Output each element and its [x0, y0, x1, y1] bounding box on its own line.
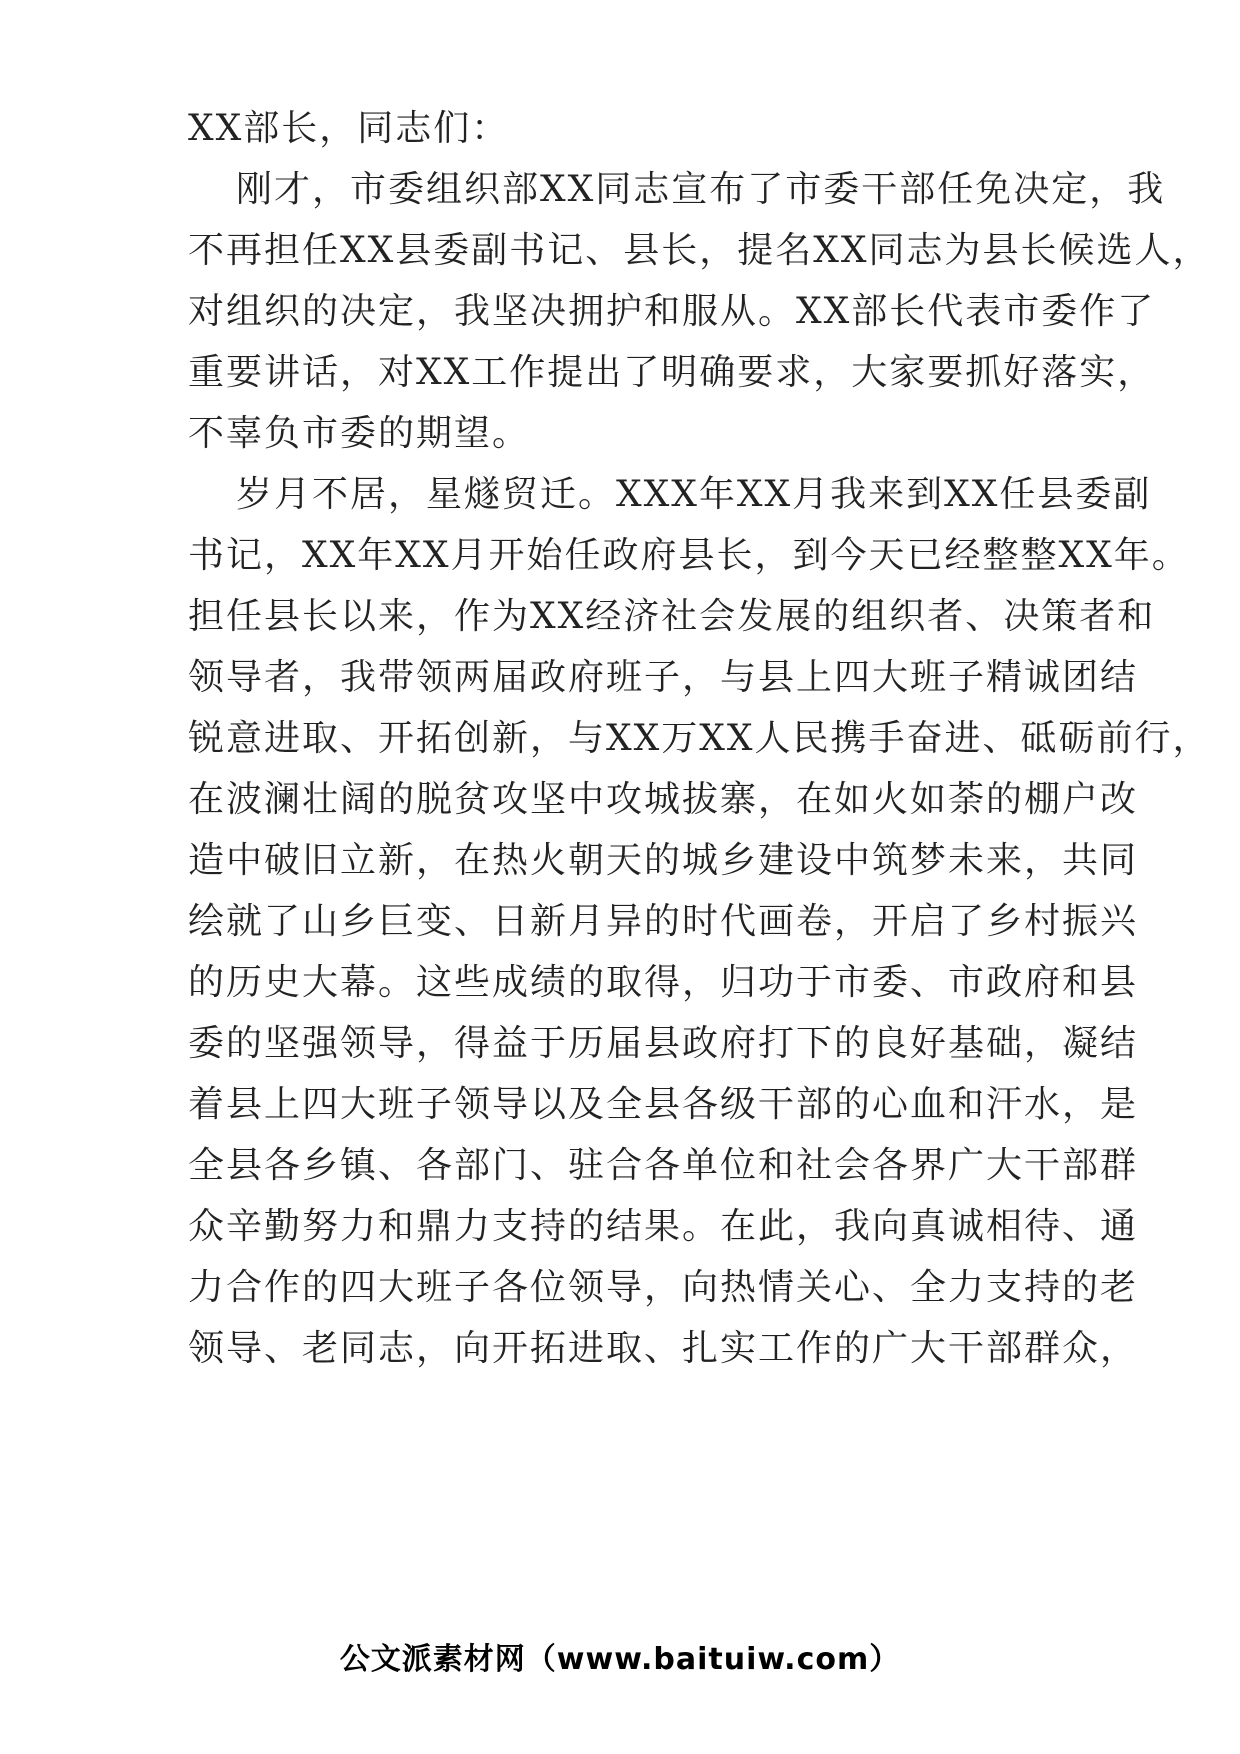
paragraph-2-line-5: 锐意进取、开拓创新，与XX万XX人民携手奋进、砥砺前行， [188, 718, 1211, 759]
paragraph-2-line-13: 众辛勤努力和鼎力支持的结果。在此，我向真诚相待、通 [188, 1206, 1139, 1247]
paragraph-1-line-1: 刚才，市委组织部XX同志宣布了市委干部任免决定，我 [236, 169, 1166, 210]
speech-body [188, 98, 1211, 1379]
paragraph-2-line-3: 担任县长以来，作为XX经济社会发展的组织者、决策者和 [188, 596, 1156, 637]
paragraph-2-line-7: 造中破旧立新，在热火朝天的城乡建设中筑梦未来，共同 [188, 840, 1139, 881]
paragraph-2-line-1: 岁月不居，星燧贸迁。XXX年XX月我来到XX任县委副 [236, 474, 1152, 515]
paragraph-2-line-2: 书记，XX年XX月开始任政府县长，到今天已经整整XX年。 [188, 535, 1190, 576]
paragraph-1-line-3: 对组织的决定，我坚决拥护和服从。XX部长代表市委作了 [188, 291, 1156, 332]
paragraph-2-line-11: 着县上四大班子领导以及全县各级干部的心血和汗水，是 [188, 1084, 1139, 1125]
paragraph-2-line-4: 领导者，我带领两届政府班子，与县上四大班子精诚团结 [188, 657, 1139, 698]
paragraph-1-line-5: 不辜负市委的期望。 [188, 413, 531, 454]
paragraph-2-line-6: 在波澜壮阔的脱贫攻坚中攻城拔寨，在如火如荼的棚户改 [188, 779, 1139, 820]
paragraph-1-line-4: 重要讲话，对XX工作提出了明确要求，大家要抓好落实， [188, 352, 1156, 393]
paragraph-1-line-2: 不再担任XX县委副书记、县长，提名XX同志为县长候选人， [188, 230, 1211, 271]
paragraph-2-line-14: 力合作的四大班子各位领导，向热情关心、全力支持的老 [188, 1267, 1139, 1308]
paragraph-2-line-8: 绘就了山乡巨变、日新月异的时代画卷，开启了乡村振兴 [188, 901, 1139, 942]
salutation-line: XX部长，同志们： [188, 108, 510, 149]
footer-watermark: 公文派素材网（www.baituiw.com） [339, 1642, 901, 1677]
paragraph-2-line-9: 的历史大幕。这些成绩的取得，归功于市委、市政府和县 [188, 962, 1139, 1003]
paragraph-2-line-12: 全县各乡镇、各部门、驻合各单位和社会各界广大干部群 [188, 1145, 1139, 1186]
paragraph-2-line-15: 领导、老同志，向开拓进取、扎实工作的广大干部群众， [188, 1328, 1139, 1369]
paragraph-2-line-10: 委的坚强领导，得益于历届县政府打下的良好基础，凝结 [188, 1023, 1139, 1064]
